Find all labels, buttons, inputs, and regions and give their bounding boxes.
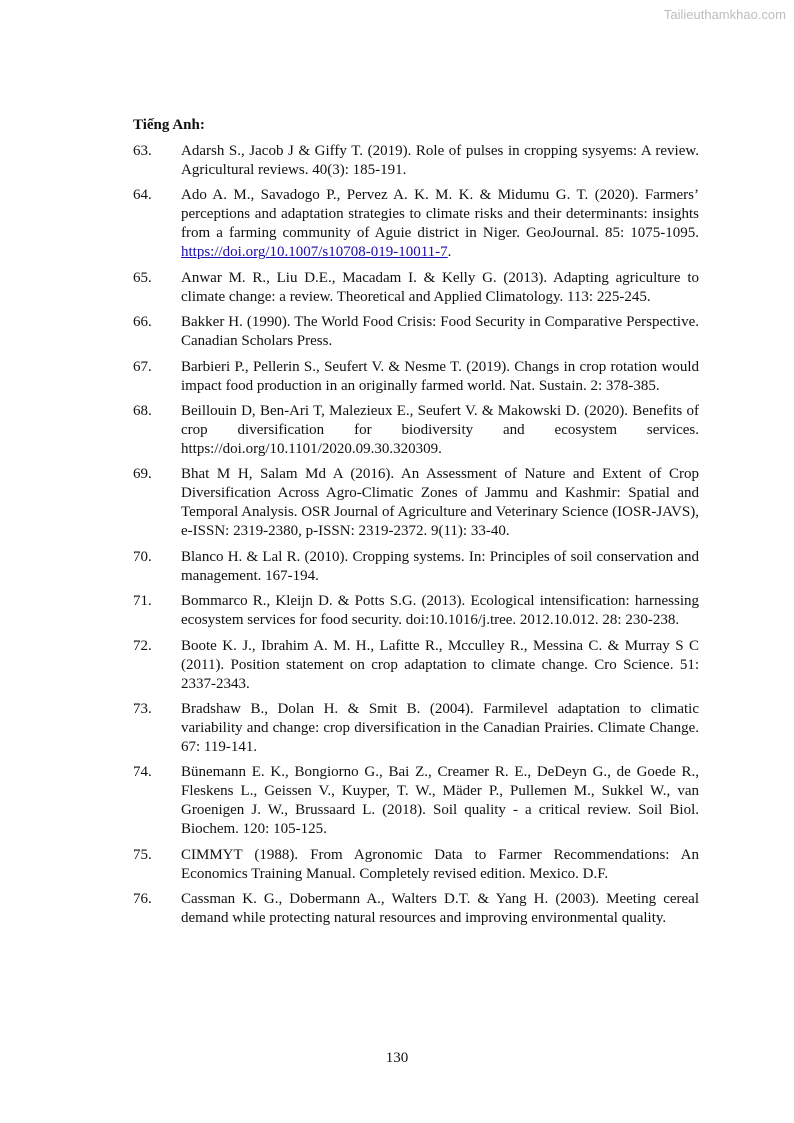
reference-text [181, 465, 699, 541]
reference-text [181, 402, 699, 459]
reference-citation: Beillouin D, Ben-Ari T, Malezieux E., Seufert V. & Makowski D. (2020). Benefits of crop diversification for biodiversity and ecosystem services. https://doi.org/10.1101/2020.09.30.320309. [181, 402, 699, 457]
reference-text [181, 763, 699, 839]
reference-text [181, 846, 699, 884]
reference-number: 71. [133, 593, 152, 610]
reference-citation: Cassman K. G., Dobermann A., Walters D.T. & Yang H. (2003). Meeting cereal demand while protecting natural resources and improving environmental quality. [181, 891, 699, 927]
reference-citation: Bommarco R., Kleijn D. & Potts S.G. (2013). Ecological intensification: harnessing ecosystem services for food security. doi:10.1016/j.tree. 2012.10.012. 28: 230-238. [181, 593, 699, 629]
reference-text [181, 548, 699, 586]
reference-item [133, 890, 699, 928]
watermark: Tailieuthamkhao.com [663, 7, 786, 22]
reference-item [133, 313, 699, 351]
reference-number: 67. [133, 358, 152, 375]
page-number: 130 [385, 1050, 409, 1066]
reference-text [181, 313, 699, 351]
reference-item [133, 269, 699, 307]
reference-text [181, 700, 699, 757]
reference-item [133, 402, 699, 459]
reference-number: 75. [133, 846, 152, 863]
reference-citation: Anwar M. R., Liu D.E., Macadam I. & Kelly G. (2013). Adapting agriculture to climate change: a review. Theoretical and Applied Climatology. 113: 225-245. [181, 269, 699, 305]
reference-number: 70. [133, 548, 152, 565]
reference-number: 69. [133, 466, 152, 483]
reference-citation: Blanco H. & Lal R. (2010). Cropping systems. In: Principles of soil conservation and management. 167-194. [181, 548, 699, 584]
reference-number: 73. [133, 700, 152, 717]
reference-text [181, 592, 699, 630]
reference-number: 74. [133, 764, 152, 781]
references-section [133, 116, 699, 934]
reference-citation: Bradshaw B., Dolan H. & Smit B. (2004). Farmilevel adaptation to climatic variability and change: crop diversification in the Canadian Prairies. Climate Change. 67: 119-141. [181, 700, 699, 755]
reference-trailing-punctuation: . [447, 244, 452, 261]
reference-citation: Adarsh S., Jacob J & Giffy T. (2019). Role of pulses in cropping sysyems: A review. Agricultural reviews. 40(3): 185-191. [181, 143, 699, 178]
reference-item [133, 358, 699, 396]
reference-item [133, 846, 699, 884]
reference-item [133, 548, 699, 586]
section-heading: Tiếng Anh: [133, 117, 205, 133]
reference-number: 72. [133, 637, 152, 654]
reference-number: 68. [133, 402, 152, 419]
reference-item [133, 465, 699, 541]
reference-text [181, 890, 699, 928]
reference-citation: Barbieri P., Pellerin S., Seufert V. & Nesme T. (2019). Changs in crop rotation would impact food production in an originally farmed world. Nat. Sustain. 2: 378-385. [181, 358, 699, 394]
reference-item [133, 142, 699, 180]
reference-text [181, 142, 699, 180]
reference-text [181, 186, 699, 262]
reference-number: 65. [133, 269, 152, 286]
reference-text [181, 358, 699, 396]
reference-citation: Ado A. M., Savadogo P., Pervez A. K. M. K. & Midumu G. T. (2020). Farmers’ perceptions and adaptation strategies to climate risks and their determinants: insights from a farming community of Aguie district in Niger. GeoJournal. 85: 1075-1095. [181, 187, 699, 242]
reference-number: 64. [133, 187, 152, 204]
reference-number: 63. [133, 143, 152, 159]
reference-item [133, 186, 699, 262]
reference-number: 76. [133, 891, 152, 908]
reference-list [133, 142, 699, 928]
reference-number: 66. [133, 314, 152, 331]
doi-link[interactable]: https://doi.org/10.1007/s10708-019-10011-7 [181, 244, 448, 261]
reference-text [181, 269, 699, 307]
reference-item [133, 700, 699, 757]
reference-citation: Bhat M H, Salam Md A (2016). An Assessment of Nature and Extent of Crop Diversification Across Agro-Climatic Zones of Jammu and Kashmir: Spatial and Temporal Analysis. OSR Journal of Agriculture and Veterinary Science (IOSR-JAVS), e-ISSN: 2319-2380, p-ISSN: 2319-2372. 9(11): 33-40. [181, 466, 699, 540]
reference-item [133, 763, 699, 839]
reference-text [181, 637, 699, 694]
reference-citation: Bakker H. (1990). The World Food Crisis: Food Security in Comparative Perspective. Canadian Scholars Press. [181, 314, 699, 350]
reference-citation: Boote K. J., Ibrahim A. M. H., Lafitte R., Mcculley R., Messina C. & Murray S C (2011). Position statement on crop adaptation to climate change. Cro Science. 51: 2337-2343. [181, 637, 699, 692]
reference-citation: Bünemann E. K., Bongiorno G., Bai Z., Creamer R. E., DeDeyn G., de Goede R., Fleskens L., Geissen V., Kuyper, T. W., Mäder P., Pullemen M., Sukkel W., van Groenigen J. W., Brussaard L. (2018). Soil quality - a critical review. Soil Biol. Biochem. 120: 105-125. [181, 764, 699, 838]
reference-item [133, 637, 699, 694]
reference-item [133, 592, 699, 630]
reference-citation: CIMMYT (1988). From Agronomic Data to Farmer Recommendations: An Economics Training Manual. Completely revised edition. Mexico. D.F. [181, 846, 699, 882]
